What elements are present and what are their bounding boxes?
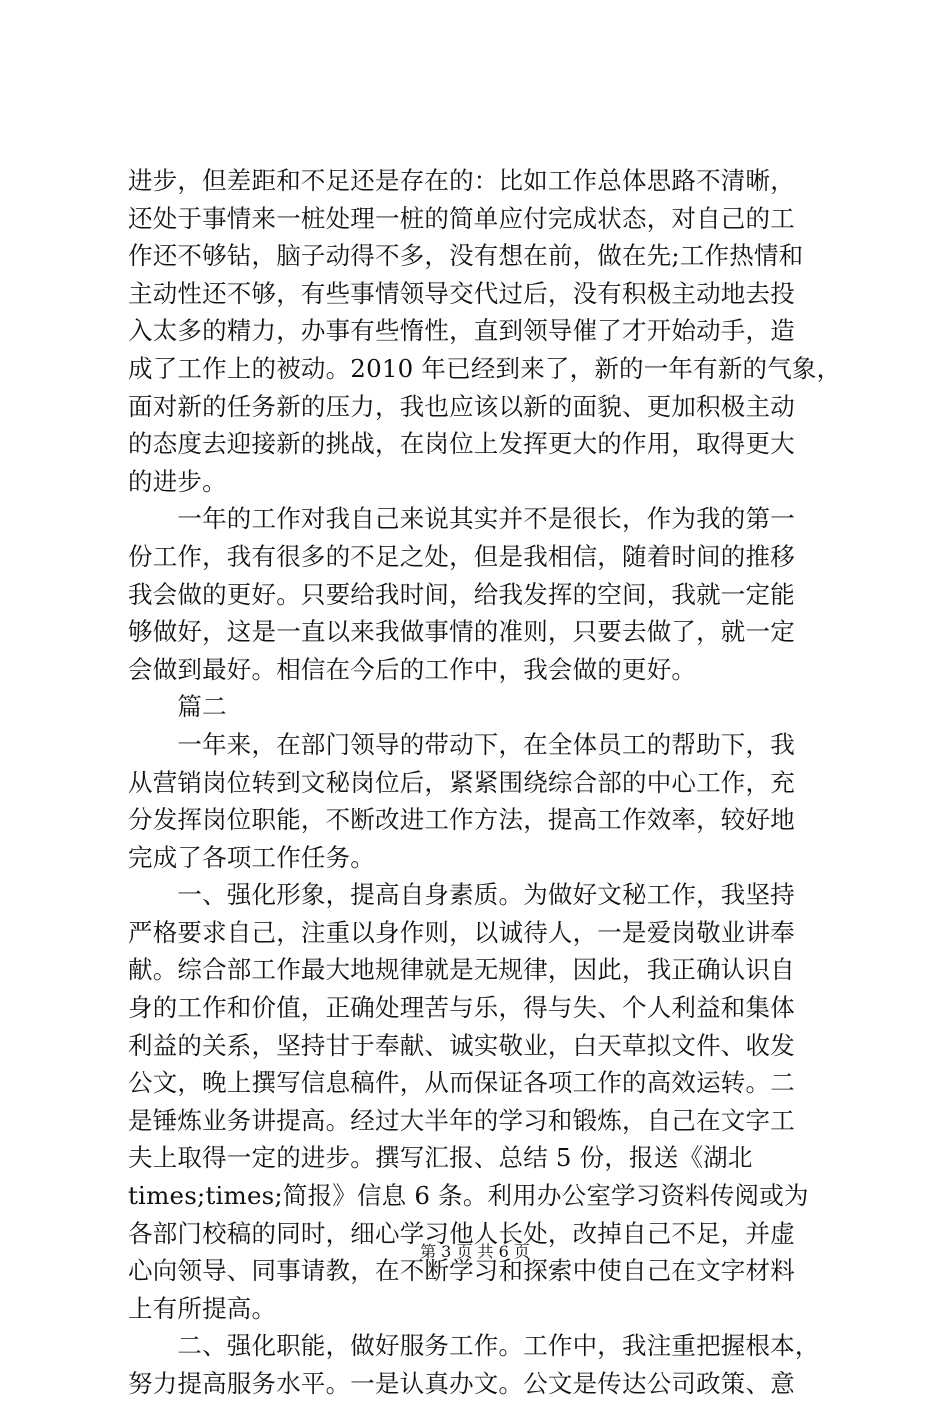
text-line: 上有所提高。 xyxy=(128,1293,277,1323)
text-line: 是锤炼业务讲提高。经过大半年的学习和锻炼，自己在文字工 xyxy=(128,1105,795,1135)
text-line: 献。综合部工作最大地规律就是无规律，因此，我正确认识自 xyxy=(128,955,795,985)
text-line: 各部门校稿的同时，细心学习他人长处，改掉自己不足，并虚 xyxy=(128,1218,795,1248)
section-heading: 篇二 xyxy=(128,692,227,722)
text-line: 会做到最好。相信在今后的工作中，我会做的更好。 xyxy=(128,654,697,684)
text-line: 的进步。 xyxy=(128,466,227,496)
text-line: 公文，晚上撰写信息稿件，从而保证各项工作的高效运转。二 xyxy=(128,1068,795,1098)
text-line: 我会做的更好。只要给我时间，给我发挥的空间，我就一定能 xyxy=(128,579,795,609)
text-line: 夫上取得一定的进步。撰写汇报、总结 5 份，报送《湖北 xyxy=(128,1143,753,1173)
text-line: 进步，但差距和不足还是存在的：比如工作总体思路不清晰， xyxy=(128,166,795,195)
text-line: 分发挥岗位职能，不断改进工作方法，提高工作效率，较好地 xyxy=(128,805,795,835)
text-line: 利益的关系，坚持甘于奉献、诚实敬业，白天草拟文件、收发 xyxy=(128,1030,795,1060)
text-line: 面对新的任务新的压力，我也应该以新的面貌、更加积极主动 xyxy=(128,391,795,421)
text-line: 二、强化职能，做好服务工作。工作中，我注重把握根本， xyxy=(128,1331,820,1361)
text-line: times;times;简报》信息 6 条。利用办公室学习资料传阅或为 xyxy=(128,1181,809,1211)
text-line: 入太多的精力，办事有些惰性，直到领导催了才开始动手，造 xyxy=(128,316,795,346)
text-line: 完成了各项工作任务。 xyxy=(128,842,375,872)
page-number-footer: 第 3 页 共 6 页 xyxy=(420,1242,530,1261)
text-line: 的态度去迎接新的挑战，在岗位上发挥更大的作用，取得更大 xyxy=(128,429,795,459)
text-line: 成了工作上的被动。2010 年已经到来了，新的一年有新的气象， xyxy=(128,353,842,383)
text-line: 一年来，在部门领导的带动下，在全体员工的帮助下，我 xyxy=(128,729,795,759)
text-line: 努力提高服务水平。一是认真办文。公文是传达公司政策、意 xyxy=(128,1369,795,1398)
text-line: 一年的工作对我自己来说其实并不是很长，作为我的第一 xyxy=(128,504,795,534)
text-line: 主动性还不够，有些事情领导交代过后，没有积极主动地去投 xyxy=(128,278,795,308)
text-line: 身的工作和价值，正确处理苦与乐，得与失、个人利益和集体 xyxy=(128,993,795,1023)
text-line: 一、强化形象，提高自身素质。为做好文秘工作，我坚持 xyxy=(128,880,795,910)
text-line: 份工作，我有很多的不足之处，但是我相信，随着时间的推移 xyxy=(128,541,795,571)
text-line: 够做好，这是一直以来我做事情的准则，只要去做了，就一定 xyxy=(128,617,795,647)
text-line: 还处于事情来一桩处理一桩的简单应付完成状态，对自己的工 xyxy=(128,203,795,233)
text-line: 作还不够钻，脑子动得不多，没有想在前，做在先;工作热情和 xyxy=(128,241,804,271)
text-line: 从营销岗位转到文秘岗位后，紧紧围绕综合部的中心工作，充 xyxy=(128,767,795,797)
text-line: 严格要求自己，注重以身作则，以诚待人，一是爱岗敬业讲奉 xyxy=(128,917,795,947)
text-line: 心向领导、同事请教，在不断学习和探索中使自己在文字材料 xyxy=(128,1256,795,1286)
document-body xyxy=(128,162,848,1403)
